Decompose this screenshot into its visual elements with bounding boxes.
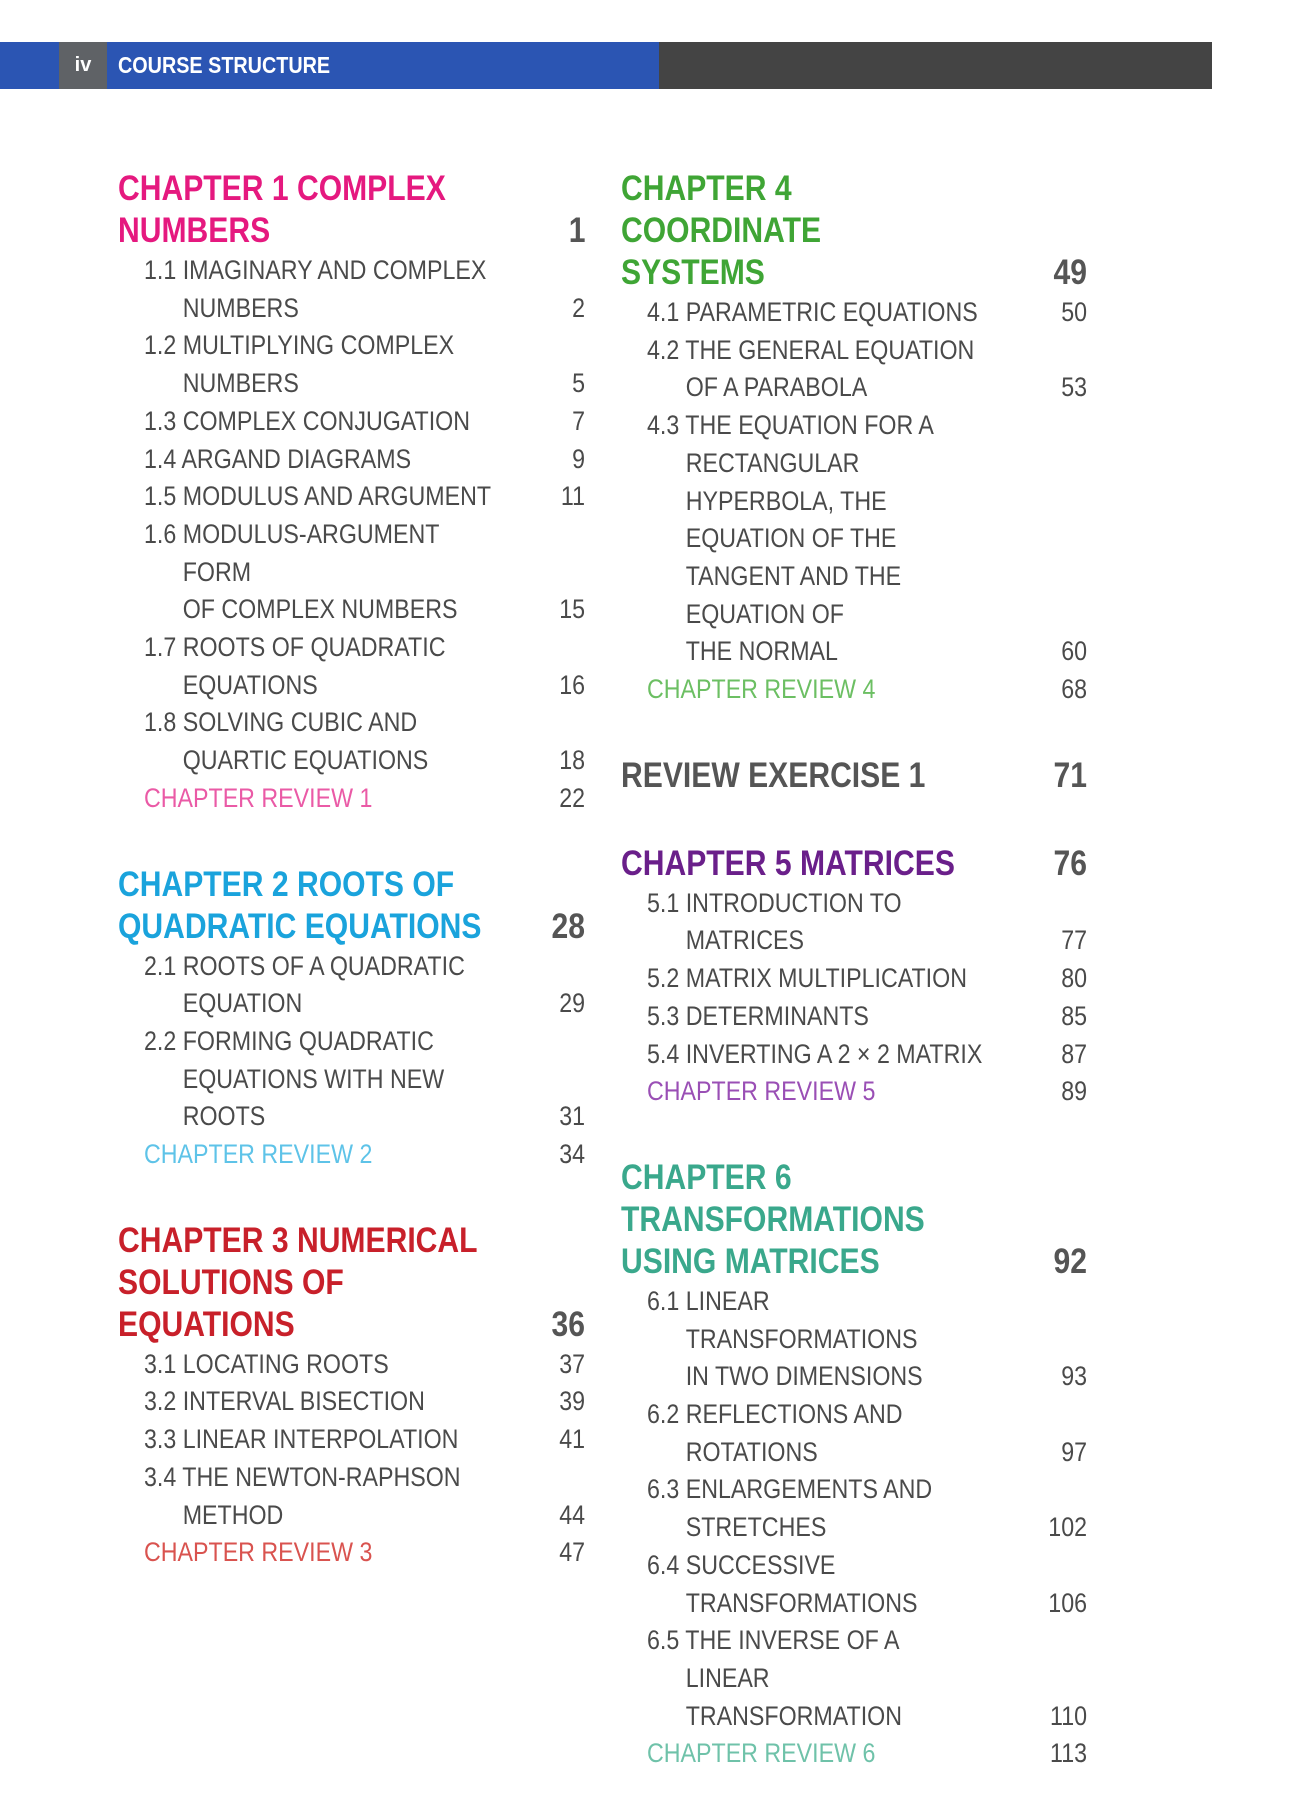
section-entry[interactable] bbox=[144, 1421, 585, 1459]
header-bar bbox=[0, 42, 1212, 89]
page-title: COURSE STRUCTURE bbox=[118, 52, 331, 78]
section-entry-page: 80 bbox=[1061, 963, 1087, 994]
section-entry-page: 18 bbox=[559, 745, 585, 776]
section-entry-page: 31 bbox=[559, 1101, 585, 1132]
section-entry-title: 5.4 INVERTING A 2 × 2 MATRIX bbox=[647, 1038, 983, 1069]
chapter-heading[interactable] bbox=[118, 864, 585, 948]
toc-right-column bbox=[621, 168, 1087, 1819]
chapter-heading-page: 1 bbox=[568, 211, 585, 250]
page-number: iv bbox=[59, 42, 107, 89]
section-entry-page: 53 bbox=[1061, 372, 1087, 403]
section-entry[interactable] bbox=[647, 1471, 1087, 1546]
section-entry[interactable] bbox=[144, 704, 585, 779]
section-entry[interactable] bbox=[647, 407, 1087, 671]
section-entry[interactable] bbox=[647, 1036, 1087, 1074]
toc-chapter-block bbox=[621, 843, 1087, 1111]
section-entry-title: 2.2 FORMING QUADRATIC EQUATIONS WITH NEW ROOTS bbox=[144, 1025, 445, 1132]
section-entry-title: 1.1 IMAGINARY AND COMPLEX NUMBERS bbox=[144, 255, 487, 323]
section-entry-title: 1.5 MODULUS AND ARGUMENT bbox=[144, 481, 492, 512]
chapter-heading-page: 28 bbox=[551, 906, 585, 946]
section-entry-title: 1.8 SOLVING CUBIC AND QUARTIC EQUATIONS bbox=[144, 707, 429, 776]
section-entry[interactable] bbox=[144, 948, 585, 1023]
chapter-review-entry-page: 68 bbox=[1061, 674, 1087, 705]
section-entry-page: 110 bbox=[1049, 1700, 1087, 1731]
section-entry[interactable] bbox=[647, 885, 1087, 960]
chapter-heading-title: CHAPTER 2 ROOTS OF QUADRATIC EQUATIONS bbox=[118, 864, 482, 946]
chapter-review-entry-page: 34 bbox=[559, 1139, 585, 1170]
section-entry-title: 5.2 MATRIX MULTIPLICATION bbox=[647, 963, 967, 994]
section-entry-title: 4.1 PARAMETRIC EQUATIONS bbox=[647, 297, 978, 327]
chapter-review-entry[interactable] bbox=[144, 780, 585, 818]
section-entry-title: 6.2 REFLECTIONS AND ROTATIONS bbox=[647, 1399, 903, 1467]
review-exercise-entry-page: 71 bbox=[1053, 755, 1087, 795]
section-entry-title: 3.3 LINEAR INTERPOLATION bbox=[144, 1424, 459, 1455]
chapter-review-entry-page: 22 bbox=[559, 782, 585, 813]
chapter-review-entry-page: 47 bbox=[559, 1537, 585, 1568]
section-entry-title: 1.2 MULTIPLYING COMPLEX NUMBERS bbox=[144, 330, 455, 399]
chapter-heading-page: 36 bbox=[551, 1304, 585, 1344]
chapter-heading-page: 49 bbox=[1053, 253, 1087, 292]
section-entry-page: 37 bbox=[559, 1348, 585, 1379]
chapter-review-entry[interactable] bbox=[647, 1073, 1087, 1111]
chapter-review-entry[interactable] bbox=[144, 1136, 585, 1174]
section-entry-page: 102 bbox=[1048, 1512, 1087, 1543]
section-entry[interactable] bbox=[647, 294, 1087, 332]
chapter-heading[interactable] bbox=[621, 1157, 1087, 1283]
section-entry[interactable] bbox=[144, 516, 585, 629]
chapter-heading[interactable] bbox=[118, 168, 585, 252]
section-entry-page: 29 bbox=[559, 988, 585, 1019]
section-entry[interactable] bbox=[144, 478, 585, 516]
section-entry-page: 7 bbox=[572, 405, 585, 436]
section-entry-page: 39 bbox=[559, 1386, 585, 1417]
section-entry[interactable] bbox=[647, 1396, 1087, 1471]
section-entry-title: 3.4 THE NEWTON-RAPHSON METHOD bbox=[144, 1461, 461, 1530]
section-entry[interactable] bbox=[647, 1283, 1087, 1396]
section-entry-title: 1.3 COMPLEX CONJUGATION bbox=[144, 405, 471, 436]
chapter-review-entry-title: CHAPTER REVIEW 4 bbox=[647, 674, 876, 705]
toc-chapter-block bbox=[118, 1220, 585, 1572]
chapter-review-entry-title: CHAPTER REVIEW 6 bbox=[647, 1738, 876, 1769]
section-entry-page: 11 bbox=[560, 481, 585, 512]
section-entry[interactable] bbox=[647, 332, 1087, 407]
section-entry-page: 15 bbox=[559, 594, 585, 625]
chapter-review-entry-title: CHAPTER REVIEW 1 bbox=[144, 782, 373, 813]
toc-chapter-block bbox=[118, 864, 585, 1174]
toc-chapter-block bbox=[621, 755, 1087, 797]
chapter-heading-page: 76 bbox=[1053, 843, 1087, 883]
section-entry-page: 50 bbox=[1061, 297, 1087, 327]
toc-left-column bbox=[118, 168, 585, 1618]
toc-chapter-block bbox=[621, 1157, 1087, 1773]
section-entry[interactable] bbox=[144, 441, 585, 479]
section-entry-page: 97 bbox=[1061, 1436, 1087, 1467]
section-entry[interactable] bbox=[144, 1383, 585, 1421]
section-entry[interactable] bbox=[647, 998, 1087, 1036]
section-entry-title: 6.3 ENLARGEMENTS AND STRETCHES bbox=[647, 1474, 933, 1543]
section-entry-page: 77 bbox=[1061, 925, 1087, 956]
section-entry-page: 60 bbox=[1061, 636, 1087, 667]
chapter-heading-title: CHAPTER 3 NUMERICAL SOLUTIONS OF EQUATIONS bbox=[118, 1220, 478, 1344]
review-exercise-entry[interactable] bbox=[621, 755, 1087, 797]
section-entry[interactable] bbox=[144, 403, 585, 441]
chapter-review-entry[interactable] bbox=[144, 1534, 585, 1572]
section-entry-title: 1.7 ROOTS OF QUADRATIC EQUATIONS bbox=[144, 632, 446, 700]
toc-chapter-block bbox=[118, 168, 585, 818]
chapter-heading-title: CHAPTER 4 COORDINATE SYSTEMS bbox=[621, 169, 822, 292]
section-entry-title: 5.1 INTRODUCTION TO MATRICES bbox=[647, 887, 902, 956]
section-entry-page: 85 bbox=[1061, 1000, 1087, 1031]
section-entry-title: 4.3 THE EQUATION FOR A RECTANGULAR HYPERBOLA, THE EQUATION OF THE TANGENT AND THE EQUATION OF THE NORMAL bbox=[647, 410, 933, 667]
chapter-review-entry[interactable] bbox=[647, 1735, 1087, 1773]
chapter-heading[interactable] bbox=[621, 843, 1087, 885]
toc-chapter-block bbox=[621, 168, 1087, 709]
section-entry-page: 106 bbox=[1048, 1587, 1087, 1618]
section-entry[interactable] bbox=[647, 960, 1087, 998]
section-entry-page: 41 bbox=[559, 1424, 585, 1455]
chapter-review-entry-page: 113 bbox=[1049, 1738, 1087, 1769]
section-entry[interactable] bbox=[144, 1023, 585, 1136]
chapter-review-entry[interactable] bbox=[647, 671, 1087, 709]
section-entry-title: 5.3 DETERMINANTS bbox=[647, 1000, 869, 1031]
section-entry-title: 1.6 MODULUS-ARGUMENT FORM OF COMPLEX NUMBERS bbox=[144, 518, 458, 625]
chapter-review-entry-page: 89 bbox=[1061, 1076, 1087, 1107]
chapter-heading-page: 92 bbox=[1053, 1241, 1087, 1281]
chapter-review-entry-title: CHAPTER REVIEW 5 bbox=[647, 1076, 876, 1107]
section-entry-page: 93 bbox=[1061, 1361, 1087, 1392]
section-entry-title: 2.1 ROOTS OF A QUADRATIC EQUATION bbox=[144, 950, 465, 1019]
section-entry[interactable] bbox=[647, 1547, 1087, 1622]
section-entry-page: 87 bbox=[1061, 1038, 1087, 1069]
section-entry[interactable] bbox=[144, 327, 585, 402]
section-entry[interactable] bbox=[144, 629, 585, 704]
section-entry-title: 6.1 LINEAR TRANSFORMATIONS IN TWO DIMENSIONS bbox=[647, 1285, 923, 1392]
chapter-heading-title: CHAPTER 5 MATRICES bbox=[621, 843, 955, 883]
chapter-review-entry-title: CHAPTER REVIEW 2 bbox=[144, 1139, 373, 1170]
section-entry-title: 6.4 SUCCESSIVE TRANSFORMATIONS bbox=[647, 1549, 918, 1618]
chapter-heading[interactable] bbox=[118, 1220, 585, 1346]
section-entry[interactable] bbox=[144, 252, 585, 327]
chapter-heading-title: CHAPTER 1 COMPLEX NUMBERS bbox=[118, 169, 446, 250]
chapter-heading-title: CHAPTER 6 TRANSFORMATIONS USING MATRICES bbox=[621, 1157, 925, 1281]
chapter-heading[interactable] bbox=[621, 168, 1087, 294]
section-entry-title: 1.4 ARGAND DIAGRAMS bbox=[144, 443, 412, 474]
section-entry-title: 4.2 THE GENERAL EQUATION OF A PARABOLA bbox=[647, 334, 975, 403]
section-entry-page: 16 bbox=[559, 669, 585, 700]
section-entry-page: 9 bbox=[572, 443, 585, 474]
section-entry-title: 3.2 INTERVAL BISECTION bbox=[144, 1386, 425, 1417]
chapter-review-entry-title: CHAPTER REVIEW 3 bbox=[144, 1537, 373, 1568]
section-entry-title: 3.1 LOCATING ROOTS bbox=[144, 1348, 389, 1379]
section-entry-page: 5 bbox=[572, 368, 585, 399]
section-entry[interactable] bbox=[144, 1459, 585, 1534]
section-entry-title: 6.5 THE INVERSE OF A LINEAR TRANSFORMATION bbox=[647, 1625, 902, 1731]
section-entry[interactable] bbox=[647, 1622, 1087, 1735]
section-entry[interactable] bbox=[144, 1346, 585, 1384]
section-entry-page: 44 bbox=[559, 1499, 585, 1530]
review-exercise-entry-title: REVIEW EXERCISE 1 bbox=[621, 755, 926, 795]
section-entry-page: 2 bbox=[572, 292, 585, 323]
